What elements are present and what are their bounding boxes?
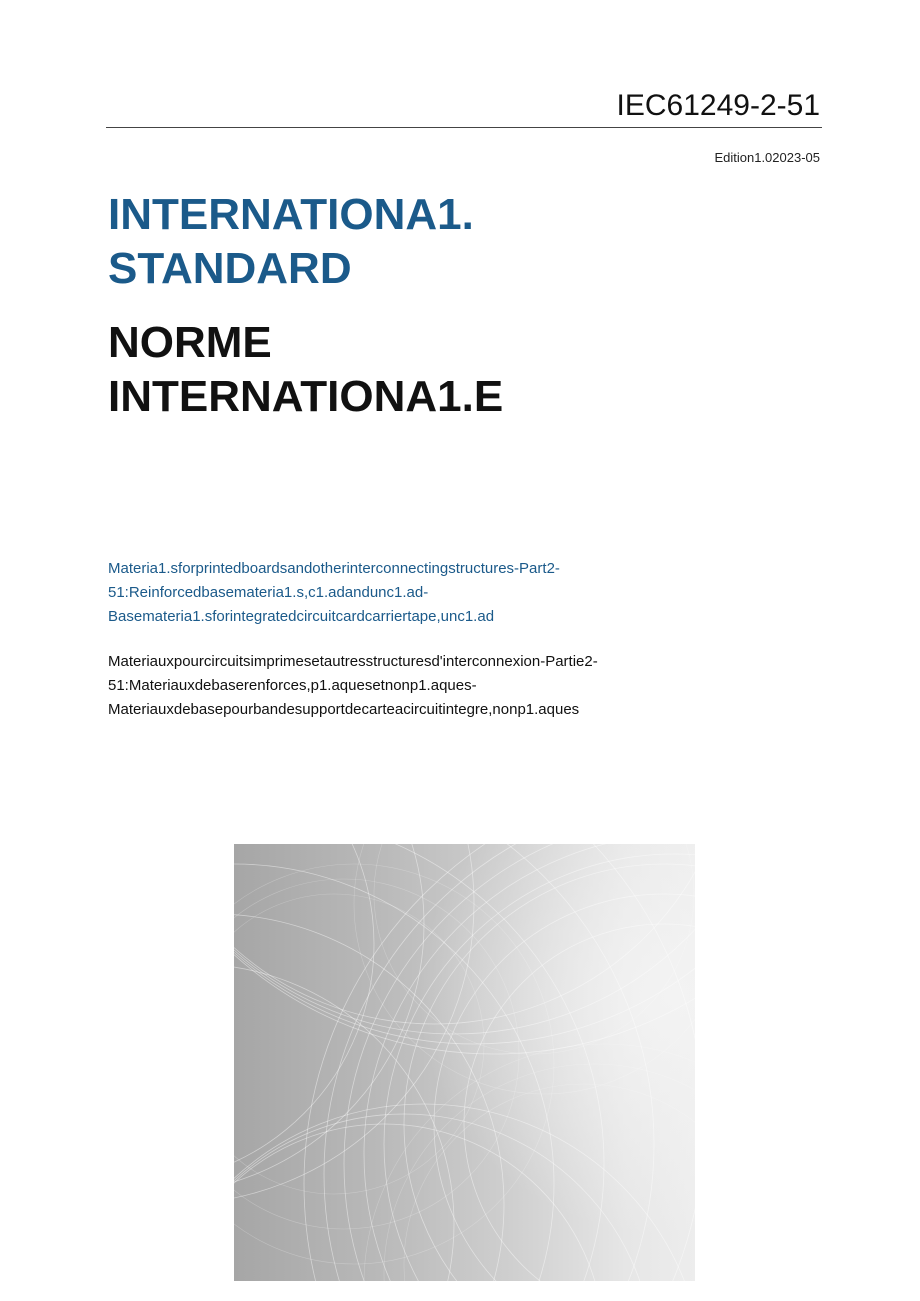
title-french-line-2: INTERNATIONA1.E — [108, 372, 504, 421]
subtitle-english — [108, 557, 808, 629]
title-french-line-1: NORME — [108, 318, 272, 367]
subtitle-french-line-3: Materiauxdebasepourbandesupportdecarteacircuitintegre,nonp1.aques — [108, 701, 580, 718]
header-divider — [106, 127, 822, 128]
title-english — [108, 188, 474, 296]
document-number: IEC61249-2-51 — [616, 89, 820, 122]
subtitle-english-line-1: Materia1.sforprintedboardsandotherinterconnectingstructures-Part2- — [108, 560, 560, 577]
cover-graphic — [234, 844, 695, 1281]
edition-label: Edition1.02023-05 — [714, 150, 820, 165]
title-french — [108, 316, 503, 424]
cover-graphic-arcs — [234, 844, 695, 1281]
subtitle-french-line-2: 51:Materiauxdebaserenforces,p1.aquesetnonp1.aques- — [108, 677, 477, 694]
title-english-line-1: INTERNATIONA1. — [108, 190, 474, 239]
subtitle-english-line-3: Basemateria1.sforintegratedcircuitcardcarriertape,unc1.ad — [108, 608, 495, 625]
subtitle-french-line-1: Materiauxpourcircuitsimprimesetautresstructuresd'interconnexion-Partie2- — [108, 653, 598, 670]
subtitle-english-line-2: 51:Reinforcedbasemateria1.s,c1.adandunc1.ad- — [108, 584, 429, 601]
subtitle-french — [108, 650, 808, 722]
title-english-line-2: STANDARD — [108, 244, 352, 293]
